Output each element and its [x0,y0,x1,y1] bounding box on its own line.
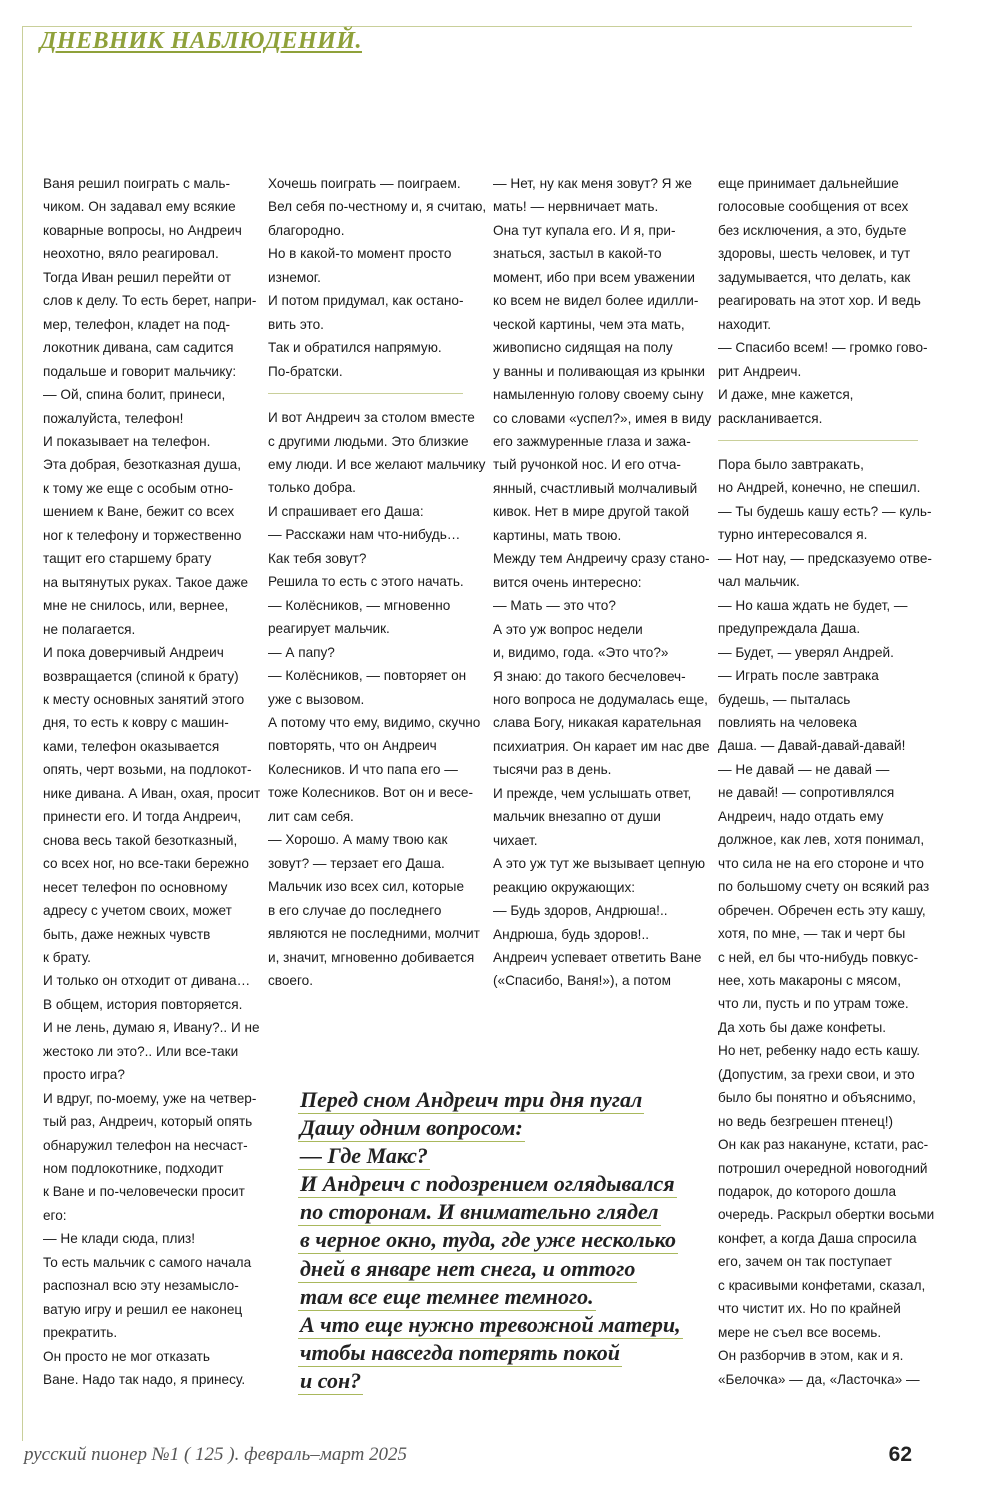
text-line: И потом придумал, как остано- [268,293,464,309]
text-line: снова весь такой безотказный, [43,832,238,848]
text-line: — Расскажи нам что-нибудь… [268,527,461,543]
text-line: — Колёсников, — мгновенно [268,597,451,613]
text-line: к тому же еще с особым отно- [43,480,234,496]
text-line: знаться, застыл в какой-то [493,246,662,262]
text-line: и, видимо, года. «Это что?» [493,645,669,661]
section-title: ДНЕВНИК НАБЛЮДЕНИЙ. [40,28,363,54]
pull-quote-text: и сон? [300,1367,362,1393]
pull-quote-text: дней в январе нет снега, и оттого [300,1255,636,1281]
text-line: ками, телефон оказывается [43,738,220,754]
text-line: Она тут купала его. И я, при- [493,222,676,238]
text-line: потрошил очередной новогодний [718,1160,928,1176]
text-line: ко всем не видел более идилли- [493,293,699,309]
text-line: прекратить. [43,1325,118,1341]
text-line: — Играть после завтрака [718,668,879,684]
text-line: Хочешь поиграть — поиграем. [268,176,461,191]
text-line: И не лень, думаю я, Ивану?.. И не [43,1020,260,1036]
text-column-2 [268,172,487,992]
pull-quote-line [298,1170,698,1198]
text-line: — Колёсников, — повторяет он [268,668,467,684]
text-line: быть, даже нежных чувств [43,926,211,942]
text-line: благородно. [268,222,345,238]
text-line: обречен. Обречен есть эту кашу, [718,902,926,918]
text-line: принести его. И тогда Андреич, [43,809,242,825]
text-line: Но нет, ребенку надо есть кашу. [718,1043,921,1059]
pull-quote-text: А что еще нужно тревожной матери, [300,1311,681,1337]
left-rule [22,26,23,1441]
text-line: — Ой, спина болит, принеси, [43,387,226,403]
text-line: рит Андреич. [718,363,802,379]
text-line: — Нот нау, — предсказуемо отве- [718,550,932,566]
pull-quote-text: Дашу одним вопросом: [300,1115,523,1141]
text-line: тащит его старшему брату [43,551,212,567]
text-line: подарок, до которого дошла [718,1184,897,1200]
text-line: («Спасибо, Ваня!»), а потом [493,973,671,989]
text-line: несет телефон по основному [43,879,228,895]
text-line: ног к телефону и торжественно [43,527,242,543]
pull-quote-line [298,1283,698,1311]
page-number: 62 [888,1443,912,1466]
text-line: И показывает на телефон. [43,433,211,449]
text-line: И пока доверчивый Андреич [43,645,224,661]
text-line: Он просто не мог отказать [43,1348,210,1364]
pull-quote-line [298,1114,698,1142]
text-column-3 [493,172,712,993]
text-line: повторять, что он Андреич [268,738,437,754]
text-line: мер, телефон, кладет на под- [43,316,231,332]
text-line: неохотно, вяло реагировал. [43,246,219,262]
text-line: Мальчик изо всех сил, которые [268,879,465,895]
text-line: момент, ибо при всем уважении [493,269,695,285]
pull-quote-line [298,1142,698,1170]
text-line: уже с вызовом. [268,691,365,707]
text-line: Колесников. И что папа его — [268,761,458,777]
text-line: ного вопроса не додумалась еще, [493,691,708,707]
text-line: без исключения, а это, будьте [718,222,907,238]
text-line: хотя, по мне, — так и черт бы [718,926,906,942]
text-line: с красивыми конфетами, сказал, [718,1277,926,1293]
text-line: со всех ног, но все-таки бережно [43,856,249,872]
text-line: являются не последними, молчит [268,926,480,942]
text-line: и, значит, мгновенно добивается [268,949,475,965]
pull-quote-text: чтобы навсегда потерять покой [300,1339,620,1365]
pull-quote-text: — Где Макс? [300,1143,428,1169]
text-line: голосовые сообщения от всех [718,199,909,215]
text-line: только добра. [268,480,356,496]
text-line: реагировать на этот хор. И ведь [718,293,921,309]
text-line: мне не снилось, или, вернее, [43,598,229,614]
text-line: должное, как лев, хотя понимал, [718,832,925,848]
text-line: А это уж тут же вызывает цепную [493,856,706,872]
text-line: мальчик внезапно от души [493,809,661,825]
text-line: Я знаю: до такого бесчеловеч- [493,668,686,684]
text-line: очередь. Раскрыл обертки восьми [718,1207,935,1223]
text-line: Тогда Иван решил перейти от [43,269,232,285]
text-line: янный, счастливый молчаливый [493,480,698,496]
text-line: задумывается, что делать, как [718,269,911,285]
text-line: кивок. Нет в мире другой такой [493,504,690,520]
text-line: (Допустим, за грехи свои, и это [718,1066,915,1082]
footer-publication: русский пионер №1 ( 125 ). февраль–март 2025 [24,1444,408,1465]
text-line: зовут? — терзает его Даша. [268,855,445,871]
text-line: его, зачем он так поступает [718,1254,892,1270]
text-line: И вдруг, по-моему, уже на четвер- [43,1090,257,1106]
text-line: еще принимает дальнейшие [718,176,899,191]
pull-quote [298,1086,698,1395]
text-line: своего. [268,972,313,988]
text-line: Пора было завтракать, [718,456,864,472]
text-line: но ведь безгрешен птенец!) [718,1113,894,1129]
text-line: повлиять на человека [718,714,857,730]
text-line: — Мать — это что? [493,598,616,614]
text-line: В общем, история повторяется. [43,996,243,1012]
text-line: мере не съел все восемь. [718,1324,882,1340]
text-line: Ване. Надо так надо, я принесу. [43,1372,246,1388]
pull-quote-line [298,1226,698,1254]
text-line: Эта добрая, безотказная душа, [43,457,242,473]
text-line: И прежде, чем услышать ответ, [493,785,692,801]
pull-quote-line [298,1198,698,1226]
text-line: Как тебя зовут? [268,550,367,566]
text-line: картины, мать твою. [493,527,622,543]
text-line: будешь, — пыталась [718,691,851,707]
text-line: жестоко ли это?.. Или все-таки [43,1043,239,1059]
text-line: Да хоть бы даже конфеты. [718,1019,887,1035]
pull-quote-text: там все еще темнее темного. [300,1283,594,1309]
text-line: А это уж вопрос недели [493,621,643,637]
section-divider [718,440,918,441]
text-line: к месту основных занятий этого [43,691,245,707]
text-line: То есть мальчик с самого начала [43,1254,252,1270]
text-line: слава Богу, никакая карательная [493,715,702,731]
text-line: Ваня решил поиграть с маль- [43,176,231,191]
text-line: к Ване и по-человечески просит [43,1184,245,1200]
text-line: И вот Андреич за столом вместе [268,410,475,426]
text-line: в его случае до последнего [268,902,442,918]
pull-quote-line [298,1367,698,1395]
text-line: тый раз, Андреич, который опять [43,1114,253,1130]
text-line: — Спасибо всем! — громко гово- [718,340,928,356]
pull-quote-line [298,1255,698,1283]
text-line: ческой картины, чем эта мать, [493,316,685,332]
text-line: было бы понятно и объяснимо, [718,1090,916,1106]
text-line: конфет, а когда Даша спросила [718,1230,917,1246]
text-line: но Андрей, конечно, не спешил. [718,480,921,496]
text-line: у ванны и поливающая из крынки [493,363,705,379]
text-line: И только он отходит от дивана… [43,973,251,989]
text-line: — Не клади сюда, плиз! [43,1231,196,1247]
text-line: его зажмуренные глаза и зажа- [493,433,691,449]
text-line: живописно сидящая на полу [493,340,673,356]
text-line: «Белочка» — да, «Ласточка» — [718,1371,920,1387]
section-divider [268,393,463,394]
text-line: чиком. Он задавал ему всякие [43,199,236,215]
text-line: возвращается (спиной к брату) [43,668,239,684]
text-line: А потому что ему, видимо, скучно [268,714,481,730]
text-line: — Не давай — не давай — [718,761,890,777]
text-line: По-братски. [268,363,343,379]
text-line: со словами «успел?», имея в виду [493,410,712,426]
text-column-4 [718,172,935,1391]
text-line: не давай! — сопротивлялся [718,785,895,801]
text-line: психиатрия. Он карает им нас две [493,738,710,754]
text-line: ему люди. И все желают мальчику [268,456,486,472]
text-line: ватую игру и решил ее наконец [43,1301,243,1317]
text-line: тысячи раз в день. [493,762,612,778]
text-line: к брату. [43,949,91,965]
text-line: с ней, ел бы что-нибудь повкус- [718,949,919,965]
text-line: вить это. [268,316,324,332]
text-line: И спрашивает его Даша: [268,503,424,519]
pull-quote-text: Перед сном Андреич три дня пугал [300,1087,643,1112]
text-line: по большому счету он всякий раз [718,879,930,895]
text-line: адресу с учетом своих, может [43,903,232,919]
text-line: на вытянутых руках. Такое даже [43,574,249,590]
pull-quote-text: по сторонам. И внимательно глядел [300,1199,659,1225]
text-line: Андреич, надо отдать ему [718,808,884,824]
text-line: Но в какой-то момент просто [268,246,452,262]
pull-quote-line [298,1086,698,1114]
text-line: предупреждала Даша. [718,621,861,637]
text-line: раскланивается. [718,410,823,426]
text-line: слов к делу. То есть берет, напри- [43,293,257,309]
text-line: Между тем Андреичу сразу стано- [493,551,710,567]
text-line: — Будь здоров, Андрюша!.. [493,903,668,919]
text-line: — А папу? [268,644,335,660]
text-line: с другими людьми. Это близкие [268,433,469,449]
text-line: нее, хоть макароны с мясом, [718,972,901,988]
text-line: тоже Колесников. Вот он и весе- [268,785,473,801]
text-line: Он как раз накануне, кстати, рас- [718,1137,929,1153]
text-line: здоровы, шесть человек, и тут [718,246,911,262]
text-line: нике дивана. А Иван, охая, просит [43,785,261,801]
text-line: не полагается. [43,621,136,637]
text-line: И даже, мне кажется, [718,387,854,403]
text-line: что ли, пусть и по утрам тоже. [718,996,909,1012]
text-line: вится очень интересно: [493,574,642,590]
text-line: распознал всю эту незамысло- [43,1278,239,1294]
text-line: его: [43,1207,67,1223]
pull-quote-text: в черное окно, туда, где уже несколько [300,1227,676,1253]
text-line: — Ты будешь кашу есть? — куль- [718,503,932,519]
text-line: — Нет, ну как меня зовут? Я же [493,176,692,191]
text-line: чал мальчик. [718,574,800,590]
text-line: — Будет, — уверял Андрей. [718,644,894,660]
text-line: коварные вопросы, но Андреич [43,222,242,238]
top-rule [22,26,912,27]
text-line: намыленную голову своему сыну [493,387,704,403]
text-line: ном подлокотнике, подходит [43,1161,224,1177]
text-line: реакцию окружающих: [493,879,636,895]
text-line: Андрюша, будь здоров!.. [493,926,650,942]
pull-quote-line [298,1311,698,1339]
text-line: реагирует мальчик. [268,621,390,637]
text-line: Решила то есть с этого начать. [268,574,464,590]
text-line: просто игра? [43,1067,125,1083]
text-line: Андреич успевает ответить Ване [493,949,702,965]
text-line: — Но каша ждать не будет, — [718,597,908,613]
text-line: чихает. [493,832,538,848]
text-line: обнаружил телефон на несчаст- [43,1137,248,1153]
text-line: локотник дивана, сам садится [43,340,234,356]
text-line: мать! — нервничает мать. [493,199,659,215]
text-line: дня, то есть к ковру с машин- [43,715,229,731]
text-line: что чистит их. Но по крайней [718,1301,901,1317]
text-line: шением к Ване, бежит со всех [43,504,235,520]
text-line: опять, черт возьми, на подлокот- [43,762,252,778]
text-line: тый ручонкой нос. И его отча- [493,457,681,473]
pull-quote-line [298,1339,698,1367]
text-line: Так и обратился напрямую. [268,340,442,356]
text-line: Он разборчив в этом, как и я. [718,1348,904,1364]
text-line: что сила не на его стороне и что [718,855,924,871]
text-line: изнемог. [268,269,321,285]
text-line: находит. [718,316,771,332]
text-line: — Хорошо. А маму твою как [268,832,448,848]
text-line: пожалуйста, телефон! [43,410,184,426]
text-line: турно интересовался я. [718,527,868,543]
text-column-1 [43,172,261,1392]
pull-quote-text: И Андреич с подозрением оглядывался [300,1171,675,1197]
text-line: Вел себя по-честному и, я считаю, [268,199,487,215]
text-line: Даша. — Давай-давай-давай! [718,738,906,754]
text-line: подальше и говорит мальчику: [43,363,237,379]
text-line: лит сам себя. [268,808,354,824]
